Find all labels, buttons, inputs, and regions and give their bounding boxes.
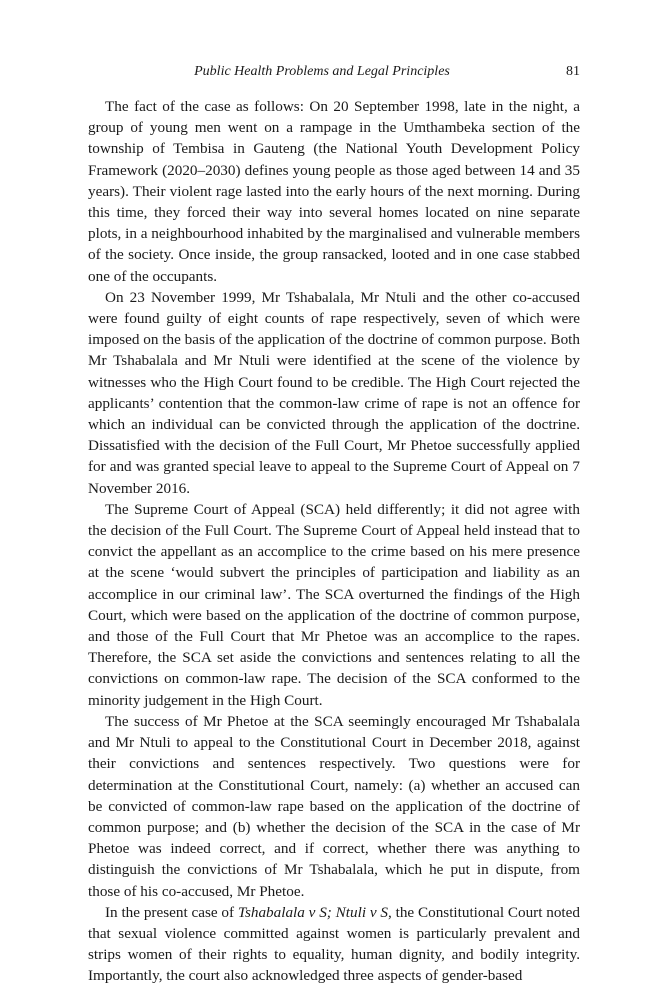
paragraph-1: The fact of the case as follows: On 20 September 1998, late in the night, a group of young men went on a rampage in the Umthambeka section of the township of Tembisa in Gauteng (the National Youth Development Policy Framework (2020–2030) defines young people as those aged between 14 and 35 years). Their violent rage lasted into the early hours of the next morning. During this time, they forced their way into several homes located on nine separate plots, in a neighbourhood inhabited by the marginalised and vulnerable members of the society. Once inside, the group ransacked, looted and in one case stabbed one of the occupants. — [88, 98, 580, 285]
body-text — [88, 96, 580, 987]
paragraph-4: The success of Mr Phetoe at the SCA seemingly encouraged Mr Tshabalala and Mr Ntuli to appeal to the Constitutional Court in December 2018, against their convictions and sentences respectively. Two questions were for determination at the Constitutional Court, namely: (a) whether an accused can be convicted of common-law rape based on the application of the doctrine of common purpose; and (b) whether the decision of the SCA in the case of Mr Phetoe was indeed correct, and if correct, whether there was anything to distinguish the convictions of Mr Tshabalala, which he put in dispute, from those of his co-accused, Mr Phetoe. — [88, 712, 580, 900]
paragraph-5-lead: In the present case of — [105, 903, 238, 921]
paragraph-2: On 23 November 1999, Mr Tshabalala, Mr Ntuli and the other co-accused were found guilty of eight counts of rape respectively, seven of which were imposed on the basis of the application of the doctrine of common purpose. Both Mr Tshabalala and Mr Ntuli were identified at the scene of the violence by witnesses who the High Court found to be credible. The High Court rejected the applicants’ contention that the common-law crime of rape is not an offence for which an individual can be convicted through the application of the doctrine. Dissatisfied with the decision of the Full Court, Mr Phetoe successfully applied for and was granted special leave to appeal to the Supreme Court of Appeal on 7 November 2016. — [88, 288, 580, 497]
running-head — [88, 62, 580, 86]
document-page — [88, 62, 580, 987]
case-name: Tshabalala v S; Ntuli v S — [237, 903, 388, 921]
paragraph-3: The Supreme Court of Appeal (SCA) held differently; it did not agree with the decision of the Full Court. The Supreme Court of Appeal held instead that to convict the appellant as an accomplice to the crime based on his mere presence at the scene ‘would subvert the principles of participation and liability as an accomplice in our criminal law’. The SCA overturned the findings of the High Court, which were based on the application of the doctrine of common purpose, and those of the Full Court that Mr Phetoe was an accomplice to the rapes. Therefore, the SCA set aside the convictions and sentences relating to all the convictions on common-law rape. The decision of the SCA conformed to the minority judgement in the High Court. — [88, 500, 580, 709]
page-number: 81 — [566, 64, 580, 79]
paragraph-5-rest: , the Constitutional Court noted that sexual violence committed against women is particularly prevalent and strips women of their rights to equality, human dignity, and bodily integrity. Importantly, the court also acknowledged three aspects of gender-based — [88, 903, 580, 985]
paragraph-5 — [88, 902, 580, 987]
running-title: Public Health Problems and Legal Principles — [194, 64, 450, 79]
